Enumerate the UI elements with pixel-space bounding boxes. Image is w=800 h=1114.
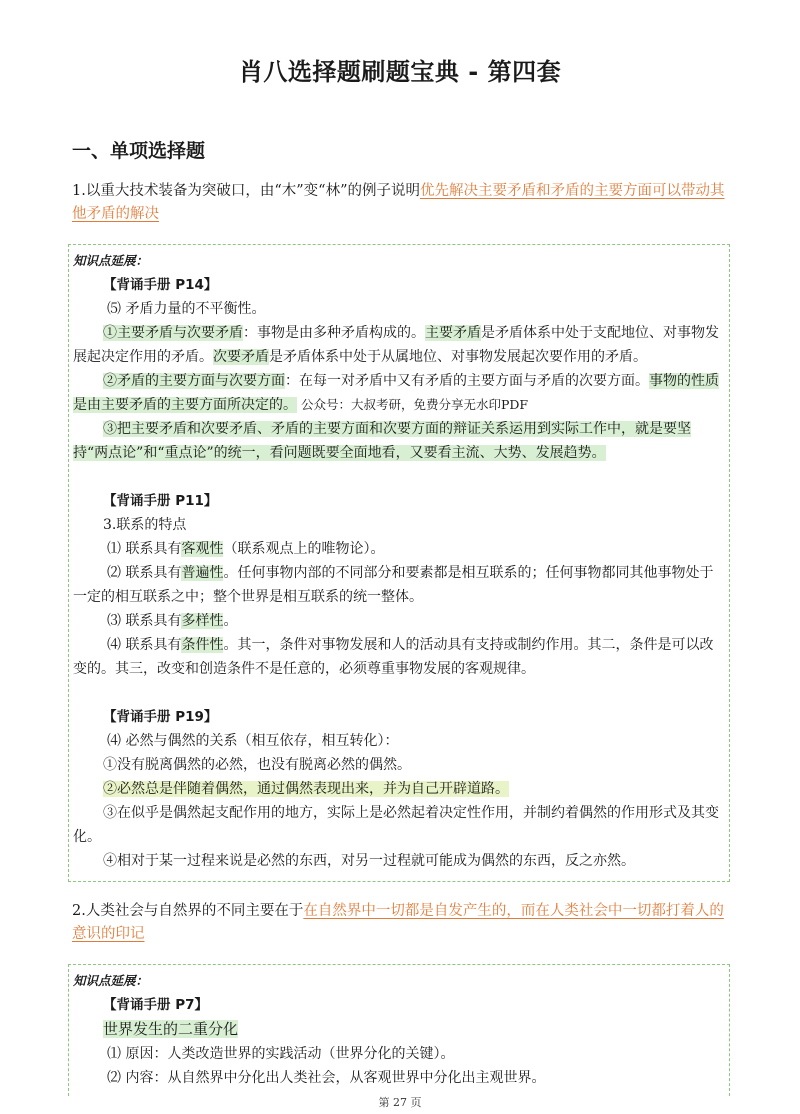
text-line <box>73 537 725 561</box>
text-span: 。任何事物内部的不同部分和要素都是相互联系的；任何事物都同其他事物处于一定的相互联系之中；整个世界是相互联系的统一整体。 <box>73 565 714 605</box>
paragraph: ③在似乎是偶然起支配作用的地方，实际上是必然起着决定性作用，并制约着偶然的作用形式及其变化。 <box>73 805 719 845</box>
watermark-note: 公众号：大叔考研，免费分享无水印PDF <box>297 397 529 412</box>
knowledge-label: 知识点延展： <box>73 253 149 268</box>
highlight: 多样性 <box>181 613 224 629</box>
question-2-text: 2.人类社会与自然界的不同主要在于 <box>72 903 304 919</box>
text-line: ⑴ 原因：人类改造世界的实践活动（世界分化的关键）。 <box>107 1046 455 1062</box>
paragraph <box>73 633 725 681</box>
highlight: ②必然总是伴随着偶然，通过偶然表现出来，并为自己开辟道路。 <box>103 781 509 797</box>
page-number: 第 27 页 <box>378 1096 422 1109</box>
text-line: ④相对于某一过程来说是必然的东西，对另一过程就可能成为偶然的东西，反之亦然。 <box>103 853 635 869</box>
text-span: 。其一，条件对事物发展和人的活动具有支持或制约作用。其二，条件是可以改变的。其三，改变和创造条件不是任意的，必须尊重事物发展的客观规律。 <box>73 637 714 677</box>
page-title: 肖八选择题刷题宝典 - 第四套 <box>238 58 562 86</box>
reference-heading: 【背诵手册 P14】 <box>103 277 218 293</box>
question-1-answer: 优先解决主要矛盾和矛盾的主要方面可以带动其他矛盾的解决 <box>72 183 725 222</box>
highlight: ①主要矛盾与次要矛盾 <box>103 325 243 341</box>
text-span: ⑶ 联系具有 <box>107 613 182 629</box>
text-span: ⑴ 联系具有 <box>107 541 182 557</box>
highlight: ③把主要矛盾和次要矛盾、矛盾的主要方面和次要方面的辩证关系运用到实际工作中，就是要坚持“两点论”和“重点论”的统一，看问题既要全面地看，又要看主流、大势、发展趋势。 <box>73 421 691 461</box>
paragraph <box>73 417 725 465</box>
text-span: 是矛盾体系中处于从属地位、对事物发展起次要作用的矛盾。 <box>269 349 647 365</box>
text-span: ⑷ 联系具有 <box>107 637 182 653</box>
highlight: 条件性 <box>181 637 224 653</box>
highlight: 客观性 <box>181 541 224 557</box>
text-line: ⑵ 内容：从自然界中分化出人类社会，从客观世界中分化出主观世界。 <box>107 1070 546 1086</box>
text-line: ①没有脱离偶然的必然，也没有脱离必然的偶然。 <box>103 757 411 773</box>
paragraph <box>73 321 725 369</box>
text-span: ：事物是由多种矛盾构成的。 <box>243 325 425 341</box>
question-2 <box>72 900 732 946</box>
reference-heading: 【背诵手册 P19】 <box>103 709 218 725</box>
text-span: 是矛盾体系中处于支配地位、对事物发展起决定作用的矛盾。 <box>73 325 719 365</box>
text-line: ⑷ 必然与偶然的关系（相互依存，相互转化）： <box>107 733 399 749</box>
highlight: 世界发生的二重分化 <box>103 1020 239 1038</box>
knowledge-box-2 <box>68 964 730 1096</box>
question-1 <box>72 180 732 226</box>
paragraph <box>73 561 725 609</box>
highlight: 主要矛盾 <box>425 325 481 341</box>
highlight: 次要矛盾 <box>213 349 269 365</box>
paragraph <box>73 369 725 417</box>
text-line <box>73 1017 725 1042</box>
question-2-answer: 在自然界中一切都是自发产生的，而在人类社会中一切都打着人的意识的印记 <box>72 903 724 942</box>
text-span: （联系观点上的唯物论）。 <box>223 541 385 557</box>
reference-heading: 【背诵手册 P11】 <box>103 493 218 509</box>
knowledge-label: 知识点延展： <box>73 973 149 988</box>
highlight: 普遍性 <box>181 565 224 581</box>
text-line: ⑸ 矛盾力量的不平衡性。 <box>107 301 266 317</box>
section-heading: 一、单项选择题 <box>72 140 206 162</box>
text-line <box>73 609 725 633</box>
knowledge-box-1 <box>68 244 730 882</box>
text-span: ⑵ 联系具有 <box>107 565 182 581</box>
text-span: 。 <box>223 613 238 629</box>
text-line: 3.联系的特点 <box>103 517 187 533</box>
text-line <box>73 777 725 801</box>
question-1-text: 1.以重大技术装备为突破口，由“木”变“林”的例子说明 <box>72 183 420 199</box>
text-span: ：在每一对矛盾中又有矛盾的主要方面与矛盾的次要方面。 <box>285 373 649 389</box>
highlight: ②矛盾的主要方面与次要方面 <box>103 373 285 389</box>
reference-heading: 【背诵手册 P7】 <box>103 997 208 1013</box>
highlight: 事物的性质是由主要矛盾的主要方面所决定的。 <box>73 373 719 413</box>
